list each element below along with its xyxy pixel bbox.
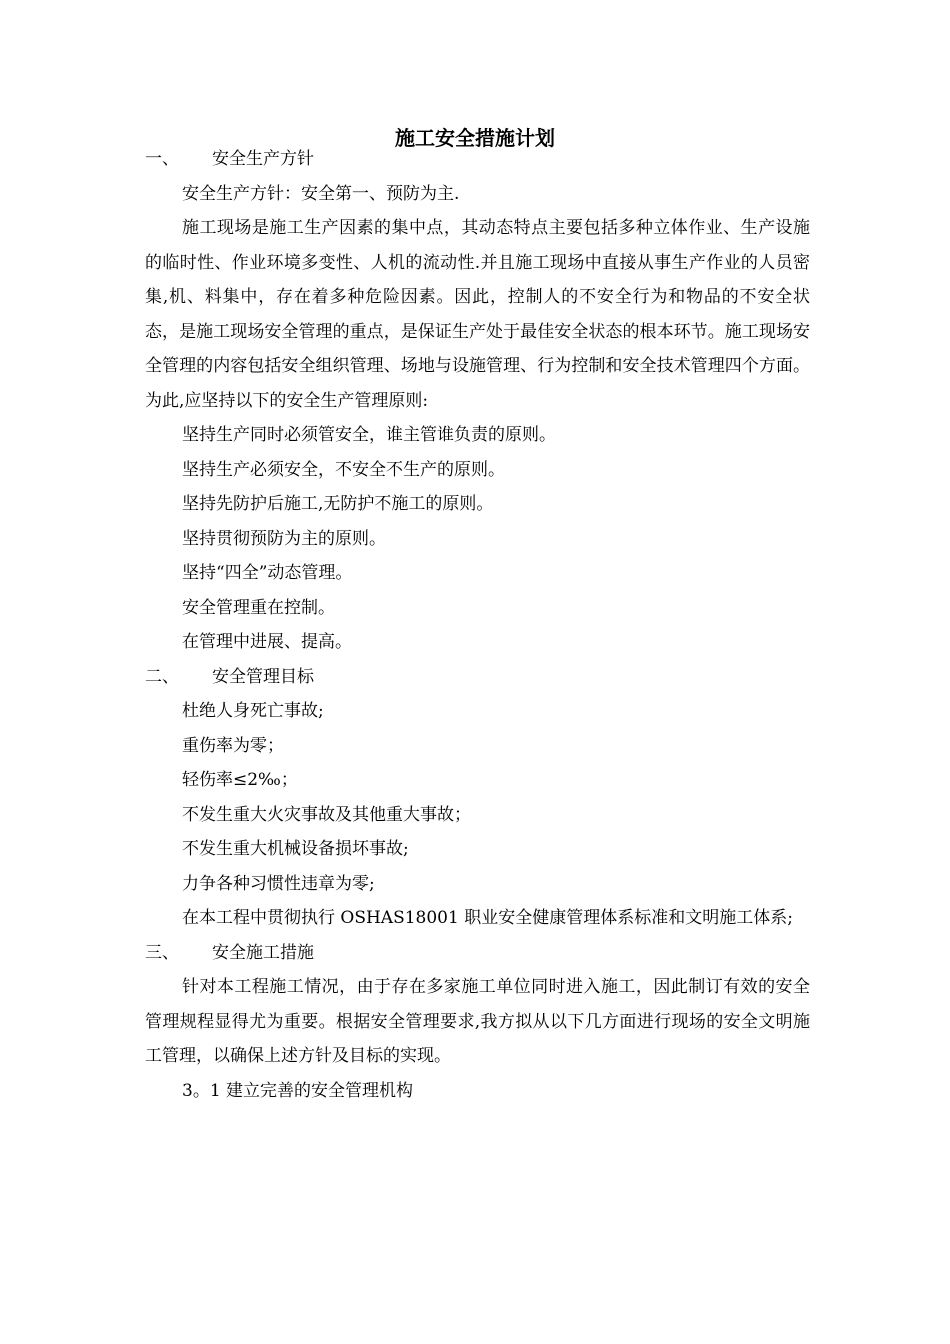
principle-item: 坚持“四全”动态管理。 xyxy=(182,563,353,583)
goal-item: 不发生重大火灾事故及其他重大事故； xyxy=(182,804,471,825)
principle-item: 在管理中进展、提高。 xyxy=(182,632,352,652)
principle-item: 坚持先防护后施工,无防护不施工的原则。 xyxy=(182,494,494,514)
document-title: 施工安全措施计划 xyxy=(395,126,555,150)
document-body xyxy=(145,142,810,1108)
paragraph: 针对本工程施工情况，由于存在多家施工单位同时进入施工，因此制订有效的安全 管理规程显得尤为重要。根据安全管理要求,我方拟从以下几方面进行现场的安全文明施工管理，以确保上述方针及目标的实现。 xyxy=(145,977,810,1066)
goal-item: 杜绝人身死亡事故; xyxy=(182,701,324,721)
goal-item: 不发生重大机械设备损坏事故; xyxy=(182,839,409,859)
paragraph: 施工现场是施工生产因素的集中点，其动态特点主要包括多种立体作业、生产设施的临时性、作业环境多变性、人机的流动性.并且施工现场中直接从事生产作业的人员密集,机、料集中，存在着多种危险因素。因此，控制人的不安全行为和物品的不安全状态，是施工现场安全管理的重点，是保证生产处于最佳安全状态的根本环节。施工现场安全管理的内容包括安全组织管理、场地与设施管理、行为控制和安全技术管理四个方面。为此,应坚持以下的安全生产管理原则: xyxy=(145,218,810,411)
section-heading-3 xyxy=(145,936,810,971)
section-title: 安全生产方针 xyxy=(212,149,314,169)
principle-item: 坚持贯彻预防为主的原则。 xyxy=(182,528,386,549)
paragraph: 在本工程中贯彻执行 OSHAS18001 职业安全健康管理体系标准和文明施工体系; xyxy=(182,908,793,928)
goal-item: 力争各种习惯性违章为零; xyxy=(182,873,375,894)
goal-item: 轻伤率≤2‰； xyxy=(182,770,298,790)
policy-line: 安全生产方针：安全第一、预防为主. xyxy=(182,183,460,204)
section-heading-2 xyxy=(145,660,810,695)
section-number: 三、 xyxy=(145,942,179,963)
section-title: 安全管理目标 xyxy=(212,666,314,687)
goal-item: 重伤率为零； xyxy=(182,735,284,756)
section-number: 一、 xyxy=(145,149,179,169)
principle-item: 坚持生产同时必须管安全，谁主管谁负责的原则。 xyxy=(182,425,556,445)
principle-item: 坚持生产必须安全，不安全不生产的原则。 xyxy=(182,459,505,480)
section-title: 安全施工措施 xyxy=(212,942,314,963)
subsection-heading: 3。1 建立完善的安全管理机构 xyxy=(182,1080,414,1101)
principle-item: 安全管理重在控制。 xyxy=(182,597,335,618)
section-heading-1 xyxy=(145,142,810,177)
section-number: 二、 xyxy=(145,666,179,687)
